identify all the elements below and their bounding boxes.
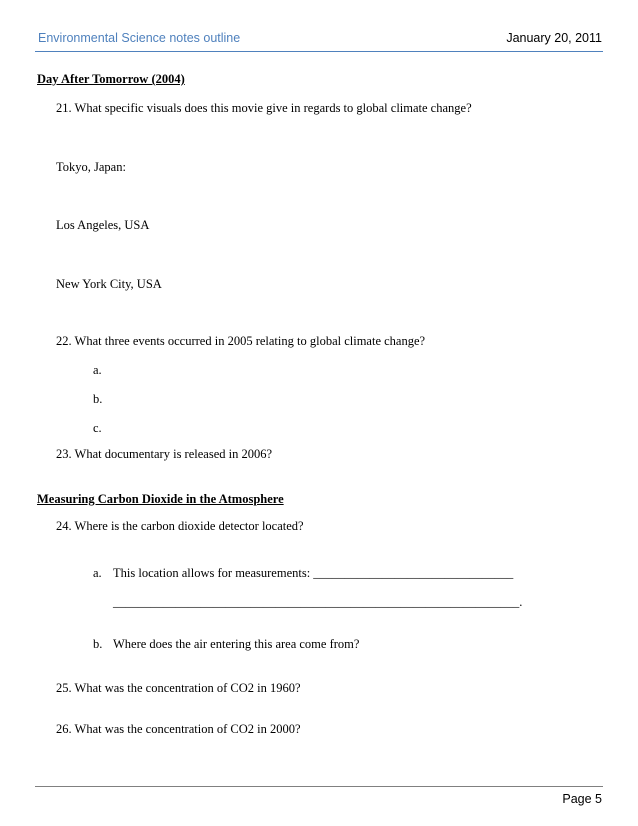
section-heading-day-after-tomorrow: Day After Tomorrow (2004) [37,72,185,86]
question-26: 26. What was the concentration of CO2 in 2000? [56,722,301,736]
header-title: Environmental Science notes outline [38,31,241,45]
header-date: January 20, 2011 [506,31,602,45]
question-22-item-c: c. [93,421,102,435]
page-number: Page 5 [562,792,602,806]
question-25: 25. What was the concentration of CO2 in 1960? [56,681,301,695]
question-22-item-a: a. [93,363,102,377]
header-divider [35,51,603,52]
section-heading-measuring-co2: Measuring Carbon Dioxide in the Atmosphere [37,492,284,506]
question-24a-answer-line: _________________________________________________________________. [113,595,523,609]
question-24: 24. Where is the carbon dioxide detector located? [56,519,304,533]
prompt-tokyo: Tokyo, Japan: [56,160,126,174]
prompt-los-angeles: Los Angeles, USA [56,218,150,232]
question-24b-label: b. [93,637,103,651]
footer-divider [35,786,603,787]
question-22-item-b: b. [93,392,103,406]
question-24a-text: This location allows for measurements: ________________________________ [113,566,514,580]
question-24a-label: a. [93,566,102,580]
prompt-new-york: New York City, USA [56,277,162,291]
question-24b-text: Where does the air entering this area come from? [113,637,360,651]
question-22: 22. What three events occurred in 2005 relating to global climate change? [56,334,426,348]
question-23: 23. What documentary is released in 2006? [56,447,273,461]
question-21: 21. What specific visuals does this movie give in regards to global climate change? [56,101,472,115]
